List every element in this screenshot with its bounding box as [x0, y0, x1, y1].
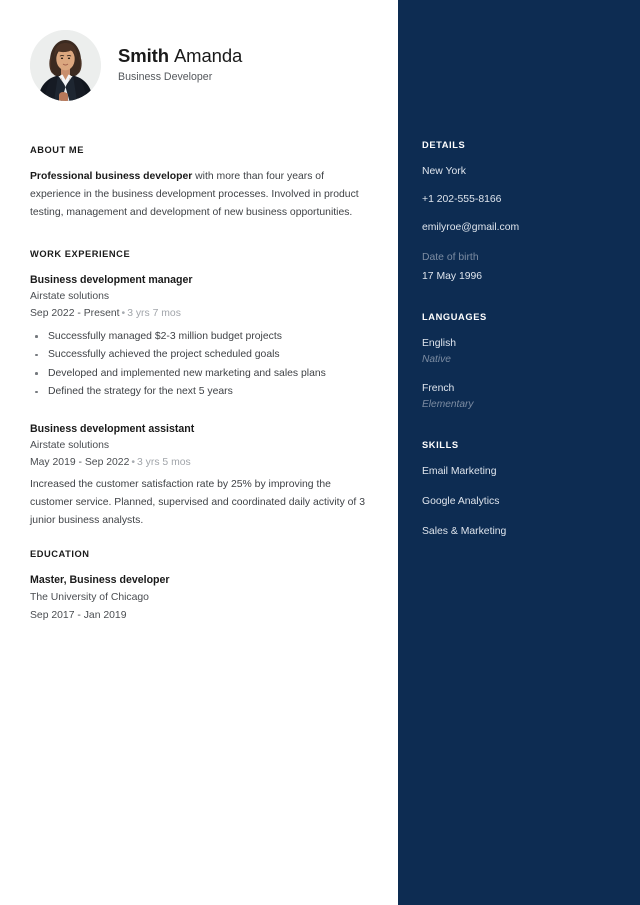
job-company: Airstate solutions — [30, 290, 110, 302]
dob-value: 17 May 1996 — [422, 270, 483, 282]
language-name: French — [422, 382, 455, 394]
languages-section — [422, 312, 616, 413]
dob-label: Date of birth — [422, 252, 479, 264]
detail-email: emilyroe@gmail.com — [422, 222, 520, 234]
first-name: Smith — [118, 45, 169, 67]
avatar — [30, 30, 101, 101]
list-item: Developed and implemented new marketing and sales plans — [30, 365, 368, 384]
list-item: Successfully managed $2-3 million budget projects — [30, 328, 368, 347]
languages-heading: LANGUAGES — [422, 311, 487, 322]
job-entry — [30, 421, 368, 531]
work-experience-section — [30, 249, 368, 530]
portrait-photo-icon — [30, 30, 101, 101]
about-lead: Professional business developer — [30, 171, 193, 182]
job-duration: 3 yrs 7 mos — [127, 307, 181, 319]
detail-phone: +1 202-555-8166 — [422, 194, 502, 206]
profile-header — [30, 30, 368, 101]
detail-dob — [422, 250, 616, 284]
job-date-range: May 2019 - Sep 2022 — [30, 456, 130, 468]
page-title — [118, 44, 242, 67]
job-company: Airstate solutions — [30, 439, 110, 451]
language-item — [422, 381, 616, 413]
job-entry — [30, 272, 368, 402]
detail-city: New York — [422, 166, 466, 177]
education-heading: EDUCATION — [30, 549, 90, 560]
job-dates — [30, 455, 368, 472]
sidebar — [398, 0, 640, 905]
skills-heading: SKILLS — [422, 439, 459, 450]
details-section — [422, 140, 616, 285]
name-block — [118, 44, 242, 87]
language-item — [422, 336, 616, 368]
education-degree: Master, Business developer — [30, 574, 170, 587]
about-rest: with more than four years of experience in the business development processes. Involved in product testing, management and development of new business opportunities. — [30, 171, 359, 218]
details-heading: DETAILS — [422, 140, 466, 150]
job-dates — [30, 306, 368, 323]
education-dates: Sep 2017 - Jan 2019 — [30, 609, 127, 621]
separator-dot: • — [131, 456, 135, 468]
skill-item: Sales & Marketing — [422, 525, 507, 537]
education-entry — [30, 572, 368, 623]
profile-job-title: Business Developer — [118, 71, 213, 84]
language-level: Elementary — [422, 398, 474, 410]
job-description: Increased the customer satisfaction rate by 25% by improving the customer service. Planned, supervised and coordinated daily activity of 3 junior business analysts. — [30, 479, 365, 527]
about-heading: ABOUT ME — [30, 145, 84, 155]
job-title: Business development manager — [30, 273, 193, 286]
education-section — [30, 549, 368, 623]
job-title: Business development assistant — [30, 422, 195, 435]
work-heading: WORK EXPERIENCE — [30, 248, 131, 259]
about-body — [30, 168, 368, 222]
job-date-range: Sep 2022 - Present — [30, 307, 120, 319]
job-duration: 3 yrs 5 mos — [137, 456, 191, 468]
skill-item: Google Analytics — [422, 495, 500, 507]
about-section — [30, 145, 368, 222]
language-level: Native — [422, 353, 451, 365]
list-item: Successfully achieved the project scheduled goals — [30, 346, 368, 365]
language-name: English — [422, 337, 457, 349]
job-bullet-list — [30, 328, 368, 402]
list-item: Defined the strategy for the next 5 years — [30, 383, 368, 402]
education-school: The University of Chicago — [30, 592, 149, 604]
skill-item: Email Marketing — [422, 465, 497, 477]
separator-dot: • — [121, 307, 126, 319]
skills-section — [422, 440, 616, 540]
last-name: Amanda — [173, 45, 243, 67]
